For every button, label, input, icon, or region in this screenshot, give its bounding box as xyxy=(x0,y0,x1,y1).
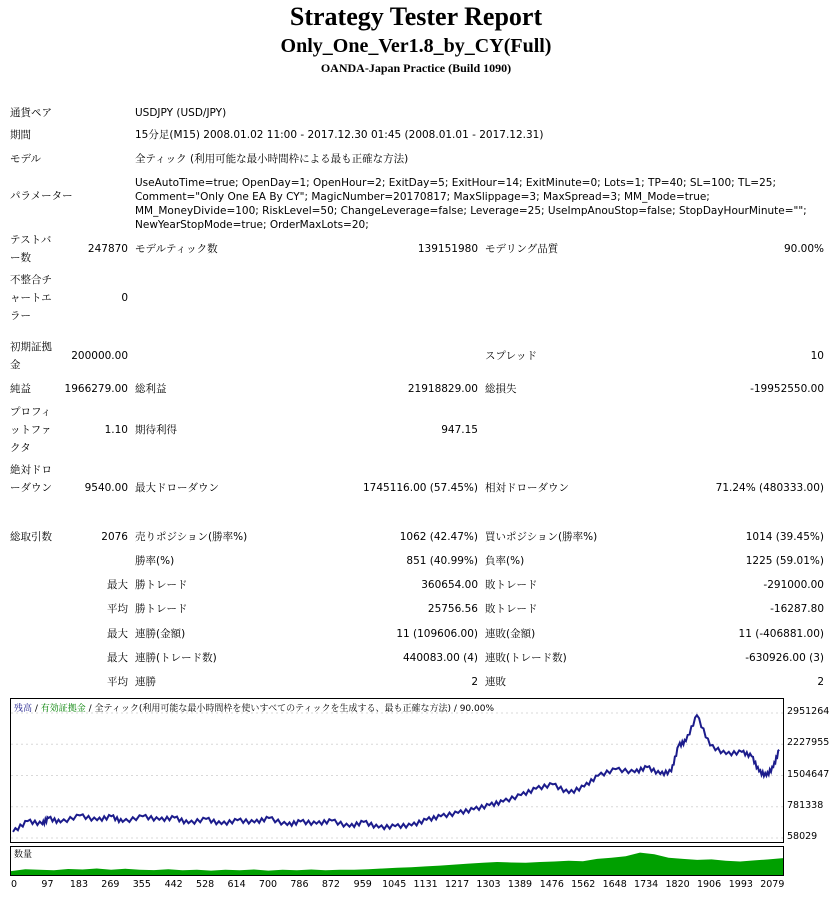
ticks-value: 139151980 xyxy=(417,243,478,255)
max-loss-value: -291000.00 xyxy=(763,579,824,591)
period-value: 15分足(M15) 2008.01.02 11:00 - 2017.12.30 01:45 (2008.01.01 - 2017.12.31) xyxy=(135,129,544,141)
chart-legend xyxy=(14,701,494,714)
y-tick-label: 781338 xyxy=(787,799,824,811)
avg-cw-value: 2 xyxy=(471,676,478,688)
gross-loss-value: -19952550.00 xyxy=(750,383,824,395)
max-win-label: 勝トレード xyxy=(135,579,188,591)
x-tick-label: 528 xyxy=(196,879,215,890)
rel-dd-value: 71.24% (480333.00) xyxy=(715,482,824,494)
cl-amt-label: 連敗(金額) xyxy=(485,628,536,640)
x-tick-label: 872 xyxy=(321,879,340,890)
avg-prefix-1: 平均 xyxy=(107,603,128,615)
legend-separator: / xyxy=(32,704,41,714)
ticks-label: モデルティック数 xyxy=(135,243,218,255)
total-trades-value: 2076 xyxy=(101,531,128,543)
abs-dd-value: 9540.00 xyxy=(84,482,128,494)
x-tick-label: 1734 xyxy=(634,879,659,890)
server-info: OANDA-Japan Practice (Build 1090) xyxy=(320,61,512,75)
x-tick-label: 269 xyxy=(101,879,120,890)
gross-profit-label: 総利益 xyxy=(135,383,167,395)
y-tick-label: 2951264 xyxy=(787,706,830,717)
y-tick-label: 2227955 xyxy=(787,737,830,749)
win-rate-value: 851 (40.99%) xyxy=(406,555,478,567)
x-tick-label: 1906 xyxy=(696,879,722,890)
max-win-value: 360654.00 xyxy=(421,579,478,591)
x-tick-label: 1993 xyxy=(728,879,753,890)
pf-label: プロフィットファクタ xyxy=(10,406,52,454)
model-value: 全ティック (利用可能な最小時間枠による最も正確な方法) xyxy=(135,153,409,165)
errors-value: 0 xyxy=(121,292,128,304)
loss-rate-label: 負率(%) xyxy=(485,555,525,567)
param-value: UseAutoTime=true; OpenDay=1; OpenHour=2; ExitDay=5; ExitHour=14; ExitMinute=0; Lots=1; TP=40; SL=100; TL=25; Comment="Only One EA By CY"; MagicNumber=20170817; MaxSlippage=3; MaxSpread=3; MM_Mode=true; MM_MoneyDivide=100; RiskLevel=50; ChangeLeverage=false; Leverage=25; UseImpAnouStop=false; StopDayHourMinute=""; NewYearStopMode=true; OrderMaxLots=20; xyxy=(135,177,807,231)
avg-loss-value: -16287.80 xyxy=(770,603,824,615)
short-label: 売りポジション(勝率%) xyxy=(135,531,248,543)
bars-label: テストバー数 xyxy=(10,234,52,264)
y-tick-label: 58029 xyxy=(787,831,818,842)
x-tick-label: 442 xyxy=(164,879,183,890)
legend-description: / 全ティック(利用可能な最小時間枠を使いすべてのティックを生成する、最も正確な方法) / 90.00% xyxy=(85,704,495,714)
avg-loss-label: 敗トレード xyxy=(485,603,538,615)
avg-cw-label: 連勝 xyxy=(135,676,156,688)
avg-cl-value: 2 xyxy=(817,676,824,688)
avg-cl-label: 連敗 xyxy=(485,676,506,688)
x-tick-label: 1820 xyxy=(665,879,690,890)
gross-loss-label: 総損失 xyxy=(485,383,517,395)
y-tick-label: 1504647 xyxy=(787,768,830,780)
total-trades-label: 総取引数 xyxy=(10,531,52,543)
long-value: 1014 (39.45%) xyxy=(745,531,824,543)
ea-name: Only_One_Ver1.8_by_CY(Full) xyxy=(280,35,552,57)
model-label: モデル xyxy=(10,153,41,165)
x-tick-label: 183 xyxy=(69,879,88,890)
deposit-label: 初期証拠金 xyxy=(10,341,52,371)
deposit-value: 200000.00 xyxy=(71,350,128,362)
pair-label: 通貨ペア xyxy=(10,107,52,119)
x-tick-label: 2079 xyxy=(760,879,785,890)
avg-win-value: 25756.56 xyxy=(427,603,478,615)
x-tick-label: 786 xyxy=(290,879,309,890)
cw-amt-label: 連勝(金額) xyxy=(135,628,186,640)
quality-label: モデリング品質 xyxy=(485,243,559,255)
legend-balance: 残高 xyxy=(14,704,33,714)
avg-win-label: 勝トレード xyxy=(135,603,188,615)
param-label: パラメーター xyxy=(10,190,73,202)
x-tick-label: 614 xyxy=(227,879,246,890)
volume-label: 数量 xyxy=(14,850,33,860)
period-label: 期間 xyxy=(10,129,31,141)
max-prefix-1: 最大 xyxy=(107,579,128,591)
avg-prefix-2: 平均 xyxy=(107,676,128,688)
bars-value: 247870 xyxy=(87,243,128,255)
gross-profit-value: 21918829.00 xyxy=(407,383,478,395)
net-value: 1966279.00 xyxy=(64,383,128,395)
x-tick-label: 1131 xyxy=(413,879,438,890)
balance-series-line xyxy=(13,715,779,832)
max-prefix-3: 最大 xyxy=(107,652,128,664)
x-tick-label: 97 xyxy=(41,879,54,890)
errors-label: 不整合チャートエラー xyxy=(10,274,52,322)
x-tick-label: 1389 xyxy=(507,879,533,890)
x-tick-label: 1648 xyxy=(602,879,627,890)
x-tick-label: 1045 xyxy=(382,879,407,890)
volume-chart-svg xyxy=(11,847,783,875)
report-title: Strategy Tester Report xyxy=(289,2,543,31)
spread-value: 10 xyxy=(810,350,824,362)
cw-cnt-value: 440083.00 (4) xyxy=(403,652,478,664)
pair-value: USDJPY (USD/JPY) xyxy=(135,107,227,119)
cw-amt-value: 11 (109606.00) xyxy=(396,628,478,640)
pf-value: 1.10 xyxy=(104,424,128,436)
balance-chart-svg xyxy=(11,699,783,842)
rel-dd-label: 相対ドローダウン xyxy=(485,482,569,494)
x-tick-label: 1476 xyxy=(539,879,564,890)
quality-value: 90.00% xyxy=(783,243,824,255)
legend-margin: 有効証拠金 xyxy=(40,704,86,714)
cl-cnt-value: -630926.00 (3) xyxy=(745,652,824,664)
short-value: 1062 (42.47%) xyxy=(399,531,478,543)
expected-label: 期待利得 xyxy=(135,424,177,436)
x-tick-label: 1562 xyxy=(571,879,596,890)
balance-chart xyxy=(10,698,784,843)
x-tick-label: 700 xyxy=(258,879,278,890)
x-tick-label: 1217 xyxy=(444,879,470,890)
max-prefix-2: 最大 xyxy=(107,628,128,640)
x-tick-label: 1303 xyxy=(476,879,501,890)
loss-rate-value: 1225 (59.01%) xyxy=(745,555,824,567)
x-tick-label: 959 xyxy=(353,879,372,890)
max-dd-value: 1745116.00 (57.45%) xyxy=(362,482,478,494)
cw-cnt-label: 連勝(トレード数) xyxy=(135,652,217,664)
net-label: 純益 xyxy=(10,383,31,395)
max-loss-label: 敗トレード xyxy=(485,579,538,591)
win-rate-label: 勝率(%) xyxy=(135,555,175,567)
expected-value: 947.15 xyxy=(441,424,478,436)
cl-amt-value: 11 (-406881.00) xyxy=(738,628,824,640)
long-label: 買いポジション(勝率%) xyxy=(485,531,598,543)
spread-label: スプレッド xyxy=(485,350,537,362)
cl-cnt-label: 連敗(トレード数) xyxy=(485,652,567,664)
max-dd-label: 最大ドローダウン xyxy=(135,482,219,494)
volume-area xyxy=(11,853,783,875)
x-tick-label: 0 xyxy=(10,879,18,890)
volume-chart xyxy=(10,846,784,876)
x-tick-label: 355 xyxy=(132,879,151,890)
abs-dd-label: 絶対ドローダウン xyxy=(10,464,52,494)
